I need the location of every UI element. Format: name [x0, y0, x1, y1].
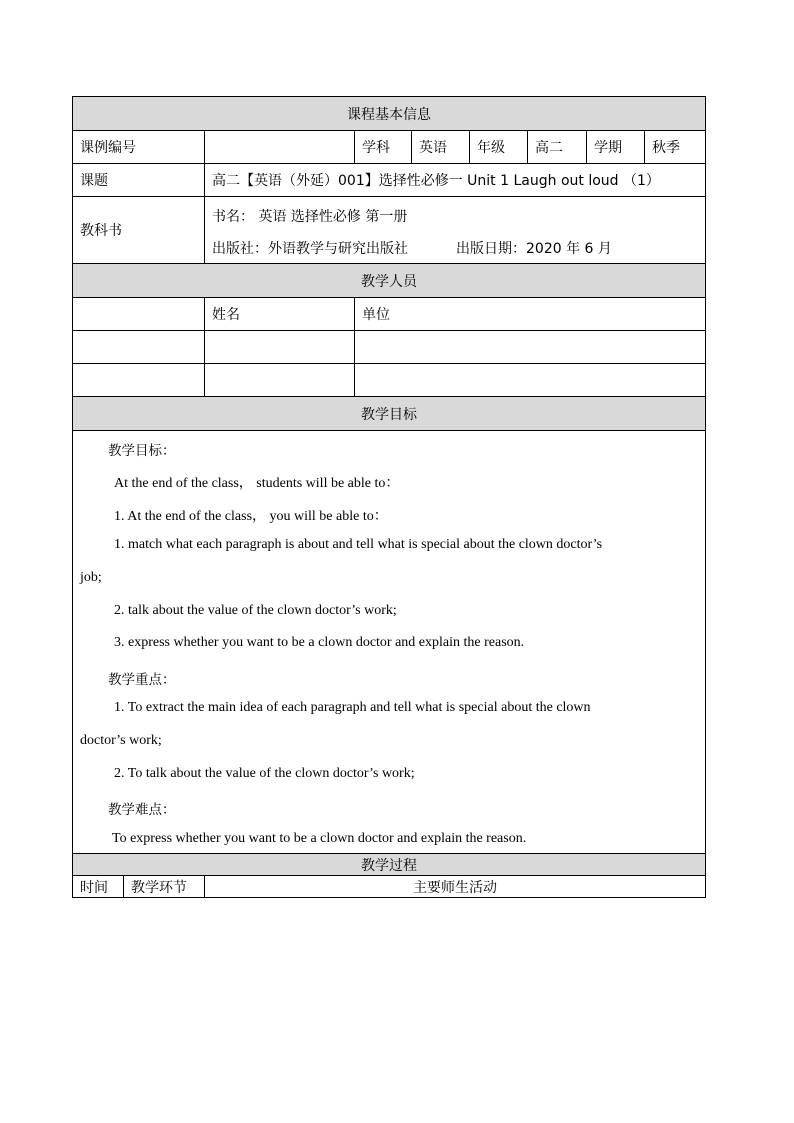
goal-line: 1. match what each paragraph is about and tell what is special about the clown doctor’s [114, 537, 603, 552]
staff-unit-header: 单位 [362, 307, 390, 323]
publisher-line: 出版社：外语教学与研究出版社 [212, 241, 408, 257]
term-value: 秋季 [652, 140, 680, 156]
staff-header-row [73, 298, 705, 331]
textbook-label: 教科书 [73, 197, 205, 263]
staff-unit [355, 364, 705, 396]
topic-label: 课题 [73, 164, 205, 196]
section-header-process [73, 854, 705, 876]
goal-line: 1. At the end of the class， you will be able to： [114, 509, 388, 524]
goal-line: job; [80, 570, 102, 585]
case-number-value [205, 131, 355, 163]
topic-row [73, 164, 705, 197]
goal-line: At the end of the class， students will be able to： [114, 476, 400, 491]
staff-unit [355, 331, 705, 363]
case-number-label: 课例编号 [73, 131, 205, 163]
goal-line: 3. express whether you want to be a clown doctor and explain the reason. [114, 635, 525, 650]
goal-line: 2. talk about the value of the clown doctor’s work; [114, 603, 397, 618]
focus-line: 1. To extract the main idea of each paragraph and tell what is special about the clown [114, 700, 591, 715]
section-title: 教学过程 [361, 857, 417, 874]
staff-name [205, 364, 355, 396]
goals-body [73, 431, 705, 854]
section-header-goals [73, 397, 705, 431]
section-header-staff [73, 264, 705, 298]
table-row [73, 364, 705, 397]
subject-value: 英语 [412, 131, 470, 163]
process-header-row [73, 876, 705, 897]
table-row [73, 331, 705, 364]
time-header: 时间 [73, 876, 124, 897]
difficulty-line: To express whether you want to be a clown doctor and explain the reason. [112, 831, 527, 846]
grade-label: 年级 [470, 131, 528, 163]
lesson-plan-table [72, 96, 706, 898]
textbook-info [205, 197, 705, 263]
grade-value: 高二 [528, 131, 587, 163]
staff-name-header: 姓名 [205, 298, 355, 330]
activity-header: 主要师生活动 [413, 879, 497, 896]
staff-role [73, 364, 205, 396]
section-title: 教学目标 [361, 406, 417, 423]
term-label: 学期 [587, 131, 645, 163]
subject-label: 学科 [355, 131, 412, 163]
staff-role-header [73, 298, 205, 330]
goals-label: 教学目标： [108, 443, 176, 459]
step-header: 教学环节 [124, 876, 205, 897]
staff-name [205, 331, 355, 363]
textbook-row [73, 197, 705, 264]
publish-date-line: 出版日期：2020 年 6 月 [456, 241, 612, 257]
focus-label: 教学重点： [108, 672, 176, 688]
staff-role [73, 331, 205, 363]
book-name-line: 书名： 英语 选择性必修 第一册 [212, 209, 408, 225]
basic-info-row [73, 131, 705, 164]
difficulty-label: 教学难点： [108, 802, 176, 818]
focus-line: 2. To talk about the value of the clown doctor’s work; [114, 766, 415, 781]
section-title: 教学人员 [361, 273, 417, 290]
topic-value: 高二【英语（外延）001】选择性必修一 Unit 1 Laugh out loud （1） [212, 173, 660, 189]
section-title: 课程基本信息 [347, 106, 431, 123]
section-header-basic-info [73, 97, 705, 131]
focus-line: doctor’s work; [80, 733, 162, 748]
